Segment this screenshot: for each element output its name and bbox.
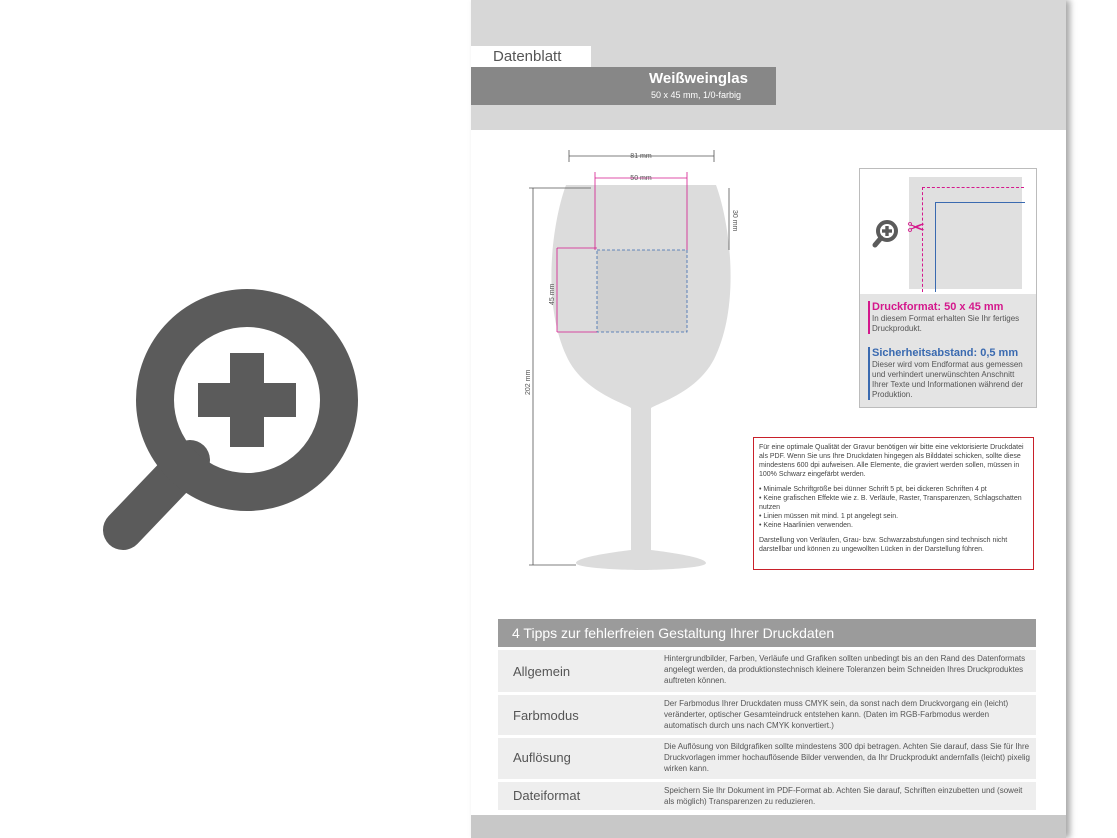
note-bullet: • Keine Haarlinien verwenden. bbox=[759, 522, 853, 529]
tips-text: Der Farbmodus Ihrer Druckdaten muss CMYK sein, da sonst nach dem Druckvorgang ein (leicht) veränderter, optischer Gesamteindruck entstehen kann. (Daten im RGB-Farbmodus werden automatisch durch uns nach CMYK konvertiert.) bbox=[664, 699, 1009, 730]
product-subtitle: 50 x 45 mm, 1/0-farbig bbox=[651, 90, 742, 100]
note-bullet: • Linien müssen mit mind. 1 pt angelegt sein. bbox=[759, 513, 899, 520]
datasheet-page bbox=[471, 0, 1066, 838]
tips-text: Die Auflösung von Bildgrafiken sollte mindestens 300 dpi betragen. Achten Sie darauf, dass Sie für Ihre Druckvorlagen immer hochauflösende Bilder verwenden, da Ihr Druckprodukt andernfalls (leicht) pixelig wirken kann. bbox=[664, 742, 1030, 773]
sheet-tag: Datenblatt bbox=[471, 46, 591, 68]
trim-line-h bbox=[922, 187, 1024, 188]
sicherheit-spec bbox=[868, 347, 1032, 400]
note-bullet: • Minimale Schriftgröße bei dünner Schrift 5 pt, bei dickeren Schriften 4 pt bbox=[759, 486, 987, 493]
legend-paper bbox=[909, 177, 1022, 289]
height-print-label: 45 mm bbox=[549, 283, 556, 305]
height-total-label: 202 mm bbox=[525, 369, 532, 395]
width-total-label: 81 mm bbox=[630, 153, 652, 160]
print-area bbox=[597, 250, 687, 332]
tips-row bbox=[498, 782, 1036, 810]
sicherheit-text: Dieser wird vom Endformat aus gemessen und verhindert unerwünschten Anschnitt Ihrer Texte und Informationen während der Produktion. bbox=[872, 360, 1024, 399]
tips-row bbox=[498, 650, 1036, 692]
tips-label: Farbmodus bbox=[513, 708, 579, 723]
zoom-in-icon[interactable] bbox=[95, 275, 365, 560]
product-title: Weißweinglas bbox=[649, 70, 748, 87]
safety-line-h bbox=[935, 202, 1025, 203]
druckformat-spec bbox=[868, 301, 1032, 334]
legend-preview bbox=[860, 169, 1036, 294]
note-bullets bbox=[759, 485, 1028, 530]
title-bar bbox=[471, 67, 776, 105]
format-legend bbox=[859, 168, 1037, 408]
note-outro: Darstellung von Verläufen, Grau- bzw. Schwarzabstufungen sind technisch nicht darstellbar und können zu ungewollten Lücken in der Darstellung führen. bbox=[759, 537, 1008, 553]
tips-row bbox=[498, 738, 1036, 779]
druckformat-text: In diesem Format erhalten Sie Ihr fertiges Druckprodukt. bbox=[872, 314, 1020, 333]
tips-label: Auflösung bbox=[513, 750, 571, 765]
tips-label: Dateiformat bbox=[513, 788, 581, 803]
note-bullet: • Keine grafischen Effekte wie z. B. Verläufe, Raster, Transparenzen, Schlagschatten nutzen bbox=[759, 495, 1022, 511]
footer-band bbox=[471, 815, 1066, 838]
sicherheit-title: Sicherheitsabstand: 0,5 mm bbox=[872, 347, 1019, 359]
offset-top-label: 30 mm bbox=[731, 210, 738, 232]
tips-heading: 4 Tipps zur fehlerfreien Gestaltung Ihrer Druckdaten bbox=[498, 619, 1036, 647]
tips-text: Speichern Sie Ihr Dokument im PDF-Format ab. Achten Sie darauf, Schriften einzubetten und (soweit als möglich) Transparenzen zu reduzieren. bbox=[664, 786, 1023, 806]
tips-label: Allgemein bbox=[513, 664, 571, 679]
glass-drawing bbox=[511, 140, 751, 580]
scissors-icon: ✂ bbox=[907, 215, 926, 240]
engraving-notes bbox=[753, 437, 1034, 570]
note-intro: Für eine optimale Qualität der Gravur benötigen wir bitte eine vektorisierte Druckdatei als PDF. Wenn Sie uns Ihre Druckdaten hingegen als Bilddatei schicken, sollte diese mindestens 600 dpi aufweisen. Alle Elemente, die graviert werden sollen, müssen in 100% Schwarz eingefärbt werden. bbox=[759, 444, 1024, 478]
safety-line-v bbox=[935, 202, 936, 292]
druckformat-title: Druckformat: 50 x 45 mm bbox=[872, 301, 1004, 313]
tips-text: Hintergrundbilder, Farben, Verläufe und Grafiken sollten unbedingt bis an den Rand des Datenformats angelegt werden, da produktionstechnisch kleinere Toleranzen beim Schneiden Ihres Druckproduktes auftreten können. bbox=[664, 654, 1026, 685]
tips-row bbox=[498, 695, 1036, 735]
width-print-label: 50 mm bbox=[630, 175, 652, 182]
zoom-in-icon[interactable] bbox=[870, 218, 900, 250]
